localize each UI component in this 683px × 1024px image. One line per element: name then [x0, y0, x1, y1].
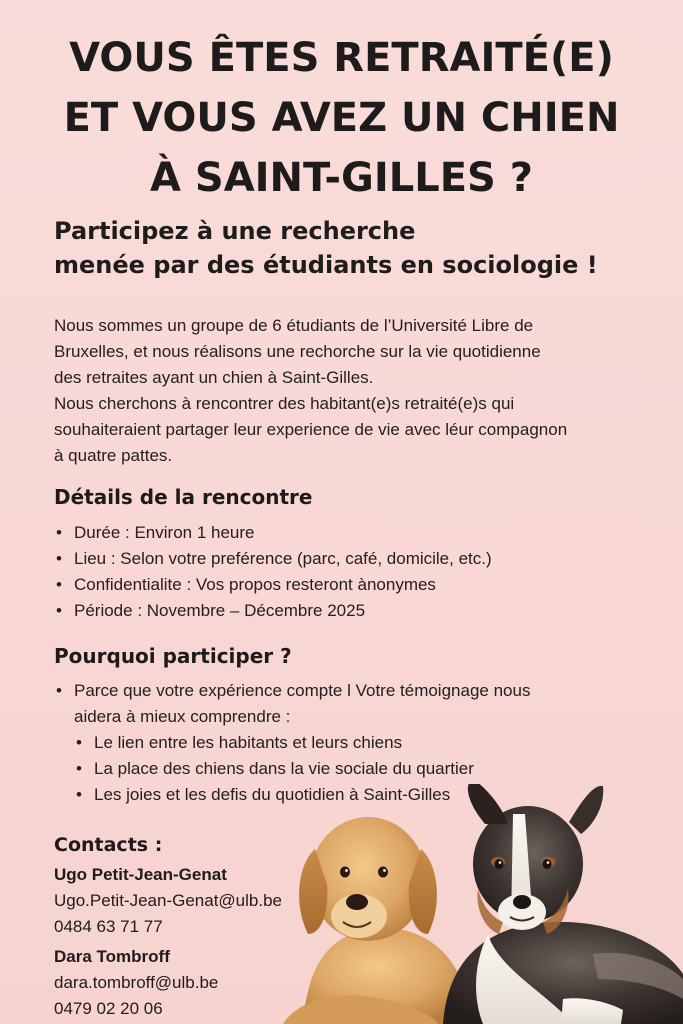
bullet-icon: • — [56, 575, 62, 594]
contact-phone[interactable]: 0479 02 20 06 — [54, 999, 163, 1018]
list-item — [54, 598, 492, 624]
contact-email-link[interactable]: dara.tombroff@ulb.be — [54, 973, 219, 992]
list-item — [54, 572, 492, 598]
intro-line: Nous sommes un groupe de 6 étudiants de l’Université Libre de — [54, 316, 534, 335]
details-item-text: Période : Novembre – Décembre 2025 — [74, 601, 366, 620]
australian-shepherd-icon — [443, 784, 683, 1024]
headline-line-1: VOUS ÊTES RETRAITÉ(E) — [69, 35, 614, 81]
dogs-illustration — [263, 784, 683, 1024]
why-subitem-text: La place des chiens dans la vie sociale du quartier — [94, 759, 474, 778]
details-title: Détails de la rencontre — [54, 485, 313, 509]
list-item — [54, 678, 530, 730]
contact-name: Dara Tombroff — [54, 947, 170, 966]
why-title: Pourquoi participer ? — [54, 644, 292, 668]
why-main-line-2: aidera à mieux comprendre : — [74, 707, 291, 726]
intro-line: des retraites ayant un chien à Saint-Gilles. — [54, 368, 374, 387]
intro-paragraph — [54, 313, 654, 469]
bullet-icon: • — [56, 523, 62, 542]
bullet-icon: • — [76, 733, 82, 752]
intro-line: à quatre pattes. — [54, 446, 173, 465]
subheadline-line-2: menée par des étudiants en sociologie ! — [54, 251, 598, 279]
intro-line: souhaiteraient partager leur experience de vie avec léur compagnon — [54, 420, 568, 439]
list-item — [54, 546, 492, 572]
contact-block — [54, 862, 282, 940]
subheadline — [54, 214, 598, 282]
subheadline-line-1: Participez à une recherche — [54, 217, 416, 245]
headline-line-3: À SAINT-GILLES ? — [150, 155, 533, 201]
contacts-title: Contacts : — [54, 834, 163, 856]
why-subitem-text: Les joies et les defis du quotidien à Saint-Gilles — [94, 785, 451, 804]
headline — [0, 28, 683, 208]
intro-line: Nous cherchons à rencontrer des habitant(e)s retraité(e)s qui — [54, 394, 515, 413]
list-item — [54, 730, 530, 756]
bullet-icon: • — [56, 601, 62, 620]
list-item — [54, 520, 492, 546]
details-item-text: Durée : Environ 1 heure — [74, 523, 255, 542]
bullet-icon: • — [56, 681, 62, 700]
bullet-icon: • — [76, 785, 82, 804]
bullet-icon: • — [56, 549, 62, 568]
bullet-icon: • — [76, 759, 82, 778]
details-item-text: Lieu : Selon votre preférence (parc, café, domicile, etc.) — [74, 549, 492, 568]
why-main-line-1: Parce que votre expérience compte l Votre témoignage nous — [74, 681, 531, 700]
list-item — [54, 756, 530, 782]
intro-line: Bruxelles, et nous réalisons une rechorche sur la vie quotidienne — [54, 342, 541, 361]
why-subitem-text: Le lien entre les habitants et leurs chiens — [94, 733, 403, 752]
details-item-text: Confidentialite : Vos propos resteront ànonymes — [74, 575, 436, 594]
contact-name: Ugo Petit-Jean-Genat — [54, 865, 227, 884]
contact-phone[interactable]: 0484 63 71 77 — [54, 917, 163, 936]
contact-block — [54, 944, 218, 1022]
headline-line-2: ET VOUS AVEZ UN CHIEN — [63, 95, 620, 141]
contact-email-link[interactable]: Ugo.Petit-Jean-Genat@ulb.be — [54, 891, 282, 910]
golden-retriever-icon — [283, 817, 468, 1024]
details-list — [54, 520, 492, 624]
